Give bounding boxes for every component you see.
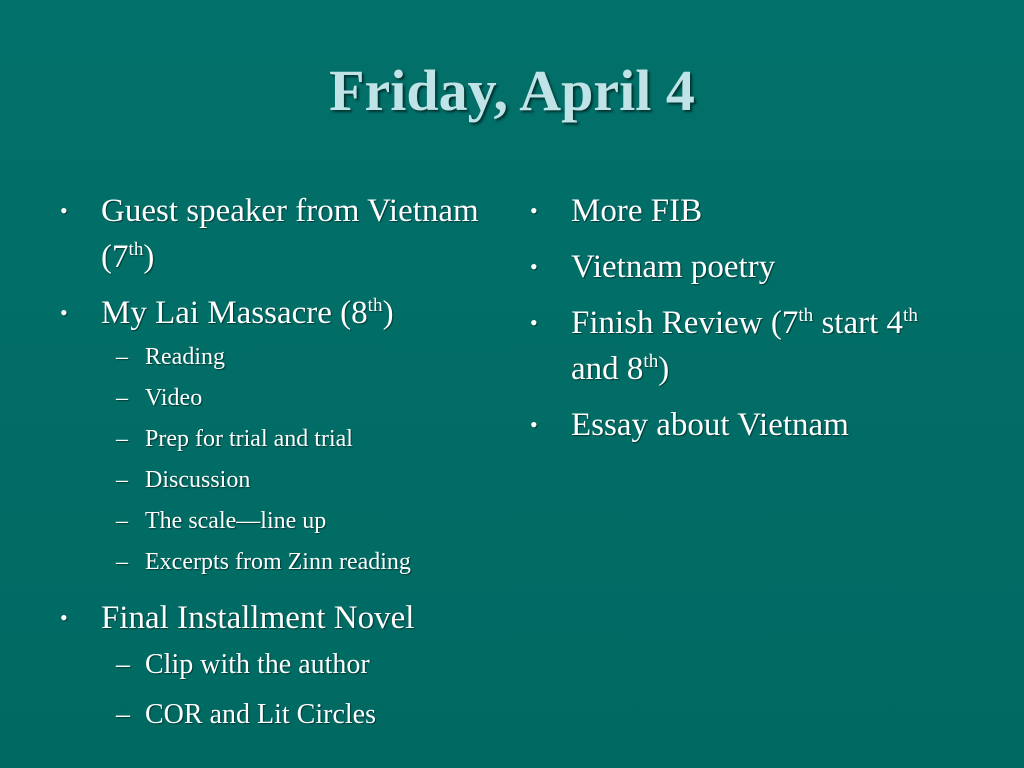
bullet-text-end: ) bbox=[382, 295, 394, 331]
sub-item-text: Prep for trial and trial bbox=[145, 426, 353, 452]
bullet-icon: • bbox=[530, 198, 538, 223]
sub-item-clip bbox=[58, 647, 488, 683]
bullet-icon: • bbox=[530, 412, 538, 437]
dash-icon: – bbox=[116, 699, 130, 730]
bullet-more-fib bbox=[528, 188, 958, 234]
bullet-text: Final Installment Novel bbox=[101, 600, 415, 636]
superscript: th bbox=[643, 351, 659, 372]
left-column bbox=[58, 188, 488, 747]
bullet-icon: • bbox=[60, 300, 68, 325]
right-column bbox=[528, 188, 958, 458]
bullet-text: Guest speaker from Vietnam (7 bbox=[101, 193, 479, 275]
sub-item-scale bbox=[58, 506, 488, 536]
bullet-text: More FIB bbox=[571, 193, 703, 229]
sub-item-text: Discussion bbox=[145, 467, 251, 493]
bullet-essay bbox=[528, 402, 958, 448]
sub-item-text: Excerpts from Zinn reading bbox=[145, 549, 411, 575]
sub-item-prep bbox=[58, 424, 488, 454]
dash-icon: – bbox=[116, 549, 128, 575]
dash-icon: – bbox=[116, 385, 128, 411]
bullet-text-end: ) bbox=[143, 239, 155, 275]
sub-item-text: Reading bbox=[145, 344, 225, 370]
sub-item-text: Clip with the author bbox=[145, 649, 370, 680]
bullet-icon: • bbox=[530, 254, 538, 279]
slide-title: Friday, April 4 bbox=[329, 58, 695, 123]
sub-item-reading bbox=[58, 342, 488, 372]
dash-icon: – bbox=[116, 426, 128, 452]
dash-icon: – bbox=[116, 649, 130, 680]
bullet-text-part: start 4 bbox=[813, 305, 904, 341]
superscript: th bbox=[903, 305, 918, 326]
bullet-text-end: ) bbox=[658, 351, 670, 387]
superscript: th bbox=[128, 239, 144, 260]
novel-sublist bbox=[58, 647, 488, 733]
sub-item-text: The scale—line up bbox=[145, 508, 327, 534]
bullet-text-part: and 8 bbox=[571, 351, 644, 387]
superscript: th bbox=[367, 295, 383, 316]
bullet-icon: • bbox=[530, 310, 538, 335]
bullet-my-lai bbox=[58, 290, 488, 336]
dash-icon: – bbox=[116, 344, 128, 370]
sub-item-zinn bbox=[58, 547, 488, 577]
dash-icon: – bbox=[116, 467, 128, 493]
sub-item-video bbox=[58, 383, 488, 413]
bullet-icon: • bbox=[60, 198, 68, 223]
bullet-finish-review bbox=[528, 300, 958, 392]
bullet-text: Essay about Vietnam bbox=[571, 407, 849, 443]
sub-item-text: COR and Lit Circles bbox=[145, 699, 376, 730]
bullet-text: My Lai Massacre (8 bbox=[101, 295, 368, 331]
dash-icon: – bbox=[116, 508, 128, 534]
bullet-vietnam-poetry bbox=[528, 244, 958, 290]
my-lai-sublist bbox=[58, 342, 488, 577]
sub-item-text: Video bbox=[145, 385, 203, 411]
bullet-guest-speaker bbox=[58, 188, 488, 280]
bullet-text: Finish Review (7 bbox=[571, 305, 799, 341]
bullet-icon: • bbox=[60, 605, 68, 630]
sub-item-discussion bbox=[58, 465, 488, 495]
sub-item-cor bbox=[58, 697, 488, 733]
superscript: th bbox=[798, 305, 814, 326]
bullet-final-installment bbox=[58, 595, 488, 641]
bullet-text: Vietnam poetry bbox=[571, 249, 776, 285]
